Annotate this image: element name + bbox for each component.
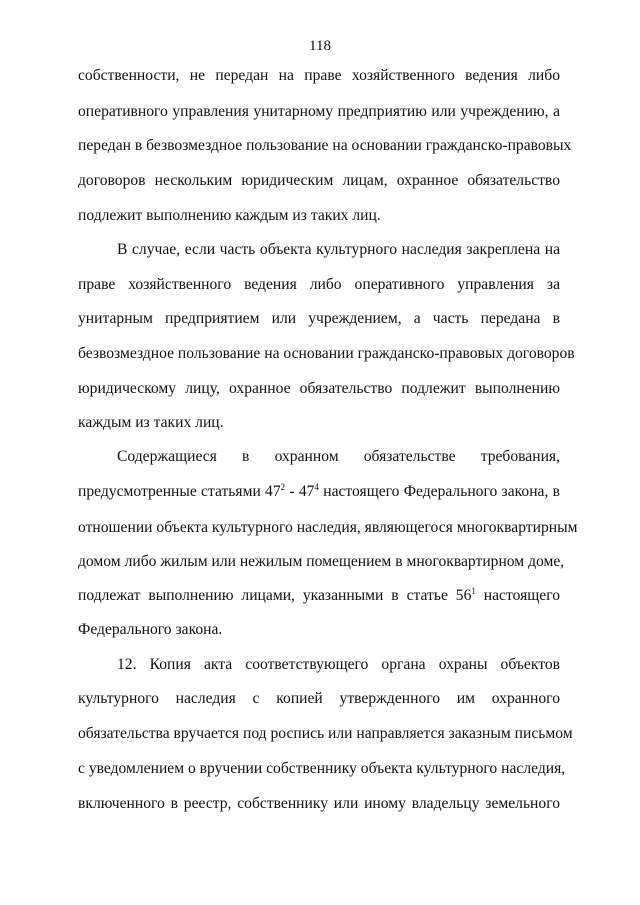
text-fragment: подлежат выполнению лицами, указанными в статье 56 <box>78 587 472 604</box>
text-line: обязательства вручается под роспись или направляется заказным письмом <box>78 725 573 742</box>
text-line: домом либо жилым или нежилым помещением в многоквартирном доме, <box>78 553 565 570</box>
text-line: собственности, не передан на праве хозяйственного ведения либо <box>78 67 560 84</box>
text-line-with-superscripts <box>78 482 560 502</box>
text-line: 12. Копия акта соответствующего органа охраны объектов <box>117 656 560 673</box>
text-line: Содержащиеся в охранном обязательстве требования, <box>117 448 560 465</box>
text-line: юридическому лицу, охранное обязательство подлежит выполнению <box>78 380 560 397</box>
text-line: оперативного управления унитарному предприятию или учреждению, а <box>78 103 560 120</box>
text-line: безвозмездное пользование на основании гражданско-правовых договоров <box>78 345 575 362</box>
text-line: договоров нескольким юридическим лицам, охранное обязательство <box>78 172 560 189</box>
text-line: Федерального закона. <box>78 621 223 638</box>
text-line: подлежит выполнению каждым из таких лиц. <box>78 207 381 224</box>
text-fragment: настоящего <box>475 587 560 604</box>
text-line: культурного наследия с копией утвержденного им охранного <box>78 690 560 707</box>
text-line-with-superscripts <box>78 586 560 606</box>
page-number: 118 <box>309 38 331 54</box>
text-line: отношении объекта культурного наследия, являющегося многоквартирным <box>78 519 578 536</box>
superscript: 2 <box>280 481 286 492</box>
text-line: праве хозяйственного ведения либо оперативного управления за <box>78 276 560 293</box>
text-fragment: предусмотренные статьями 47 <box>78 483 281 500</box>
superscript: 4 <box>314 481 319 492</box>
text-line: включенного в реестр, собственнику или иному владельцу земельного <box>78 795 560 812</box>
text-line: унитарным предприятием или учреждением, а часть передана в <box>78 310 560 327</box>
text-line: каждым из таких лиц. <box>78 414 224 431</box>
text-fragment: настоящего Федерального закона, в <box>318 483 560 500</box>
text-line: передан в безвозмездное пользование на основании гражданско-правовых <box>78 137 572 154</box>
text-line: В случае, если часть объекта культурного наследия закреплена на <box>117 241 560 258</box>
text-fragment: - 47 <box>285 483 315 500</box>
superscript: 1 <box>471 585 476 596</box>
text-line: с уведомлением о вручении собственнику объекта культурного наследия, <box>78 760 566 777</box>
